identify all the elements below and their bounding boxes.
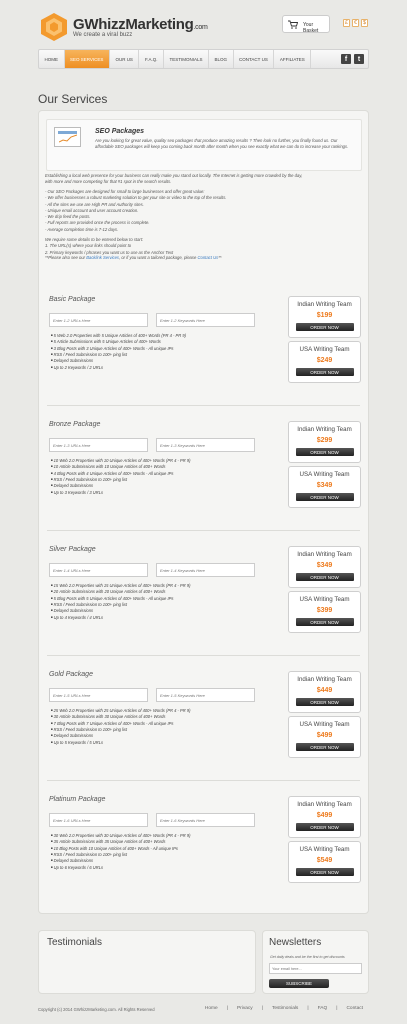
feature-item: ■ Delayed Submissions <box>51 608 191 614</box>
team-label: Indian Writing Team <box>297 801 352 808</box>
divider <box>47 405 360 406</box>
indian-team-price-box <box>288 796 361 838</box>
keywords-input[interactable] <box>156 813 255 827</box>
package-title: Platinum Package <box>49 796 106 803</box>
team-label: USA Writing Team <box>299 846 350 853</box>
seo-intro-box <box>46 119 362 171</box>
footer-separator: | <box>336 1006 338 1011</box>
testimonials-panel <box>38 930 256 994</box>
price: $299 <box>316 437 333 444</box>
feature-item: ■ 5 Blog Posts with 5 Unique Articles of 400+ Words - All unique IPs <box>51 596 191 602</box>
feature-item: ■ 3 Blog Posts with 3 Unique Articles of 400+ Words - All unique IPs <box>51 346 186 352</box>
package-features <box>51 458 191 496</box>
feature-item: ■ 35 Article Submissions with 35 Unique Articles of 400+ Words <box>51 839 191 845</box>
newsletter-title: Newsletters <box>269 937 322 948</box>
main-nav <box>38 49 369 69</box>
feature-item: ■ 5 Article Submissions with 5 Unique Articles of 400+ Words <box>51 339 186 345</box>
footer-separator: | <box>226 1006 228 1011</box>
divider <box>47 780 360 781</box>
features-overview: - Our SEO Packages are designed for small to large businesses and offer great value: - We offer businesses a robust marketing solution to get your site or video to the top of the results. - All the sites we use are High PR and Authority sites. - Unique email account and user account creation. - We drip feed the posts. - Full reports are provided once the process is complete. - Average completion time is 7-12 days. <box>45 189 227 232</box>
feature-item: ■ Delayed Submissions <box>51 483 191 489</box>
package-silver <box>39 546 370 664</box>
team-label: Indian Writing Team <box>297 676 352 683</box>
feature-item: ■ 5 Web 2.0 Properties with 5 Unique Articles of 400+ Words (PR 4 - PR 9) <box>51 333 186 339</box>
package-platinum <box>39 796 370 914</box>
feature-item: ■ 10 Article Submissions with 10 Unique Articles of 400+ Words <box>51 464 191 470</box>
nav-blog[interactable]: BLOG <box>209 50 234 68</box>
cart-icon <box>288 20 298 29</box>
keywords-input[interactable] <box>156 438 255 452</box>
facebook-icon[interactable]: f <box>341 54 351 64</box>
divider <box>47 530 360 531</box>
feature-item: ■ Up to 6 Keywords / 6 URLs <box>51 865 191 871</box>
team-label: USA Writing Team <box>299 721 350 728</box>
feature-item: ■ 15 Web 2.0 Properties with 15 Unique Articles of 400+ Words (PR 4 - PR 9) <box>51 583 191 589</box>
team-label: USA Writing Team <box>299 471 350 478</box>
feature-item: ■ 10 Web 2.0 Properties with 10 Unique Articles of 400+ Words (PR 4 - PR 9) <box>51 458 191 464</box>
price: $499 <box>316 812 333 819</box>
url-input[interactable] <box>49 688 148 702</box>
order-now-button[interactable]: ORDER NOW <box>296 368 354 376</box>
team-label: Indian Writing Team <box>297 301 352 308</box>
price: $549 <box>316 857 333 864</box>
feature-item: ■ Up to 2 Keywords / 2 URLs <box>51 365 186 371</box>
usa-team-price-box <box>288 716 361 758</box>
seo-packages-image <box>54 127 81 147</box>
divider <box>47 655 360 656</box>
price: $349 <box>316 482 333 489</box>
url-input[interactable] <box>49 438 148 452</box>
seo-packages-description: Are you looking for great value, quality seo packages that produce amazing results ? Then look no further, you finally found us. Our affordable SEO packages will keep you coming back month after month when you see exactly what we can do to increase your rankings. <box>95 138 349 150</box>
footer-separator: | <box>261 1006 263 1011</box>
package-features <box>51 833 191 871</box>
currency-gbp[interactable]: £ <box>343 19 350 27</box>
feature-item: ■ RSS / Feed Submission to 100+ ping list <box>51 852 191 858</box>
package-features <box>51 708 191 746</box>
feature-item: ■ 25 Web 2.0 Properties with 25 Unique Articles of 400+ Words (PR 4 - PR 9) <box>51 708 191 714</box>
keywords-input[interactable] <box>156 563 255 577</box>
basket-label: Your Basket <box>303 22 319 34</box>
services-panel <box>38 110 369 914</box>
feature-item: ■ 30 Web 2.0 Properties with 30 Unique Articles of 400+ Words (PR 4 - PR 9) <box>51 833 191 839</box>
feature-item: ■ Delayed Submissions <box>51 733 191 739</box>
currency-switcher <box>343 19 368 27</box>
seo-packages-title: SEO Packages <box>95 128 145 135</box>
backlink-services-link[interactable]: Backlink Services <box>86 255 120 260</box>
nav-affiliates[interactable]: AFFILIATES <box>274 50 311 68</box>
team-label: USA Writing Team <box>299 596 350 603</box>
package-title: Bronze Package <box>49 421 101 428</box>
package-title: Silver Package <box>49 546 96 553</box>
order-now-button[interactable]: ORDER NOW <box>296 493 354 501</box>
team-label: Indian Writing Team <box>297 426 352 433</box>
nav-seo-services[interactable]: SEO SERVICES <box>65 50 110 68</box>
footer-link-contact[interactable]: Contact <box>346 1006 363 1011</box>
copyright: Copyright (c) 2014 GWhizzMarketing.com. All Rights Reserved <box>38 1007 155 1012</box>
feature-item: ■ 4 Blog Posts with 4 Unique Articles of 400+ Words - All unique IPs <box>51 471 191 477</box>
footer-link-testimonials[interactable]: Testimonials <box>271 1006 299 1011</box>
currency-usd[interactable]: $ <box>361 19 368 27</box>
logo-icon[interactable] <box>40 12 68 42</box>
feature-item: ■ RSS / Feed Submission to 100+ ping list <box>51 477 191 483</box>
url-input[interactable] <box>49 813 148 827</box>
feature-item: ■ RSS / Feed Submission to 100+ ping list <box>51 602 191 608</box>
keywords-input[interactable] <box>156 688 255 702</box>
package-basic <box>39 296 370 414</box>
feature-item: ■ Up to 4 Keywords / 4 URLs <box>51 615 191 621</box>
keywords-input[interactable] <box>156 313 255 327</box>
price: $399 <box>316 607 333 614</box>
order-now-button[interactable]: ORDER NOW <box>296 868 354 876</box>
order-now-button[interactable]: ORDER NOW <box>296 743 354 751</box>
feature-item: ■ Up to 5 Keywords / 5 URLs <box>51 740 191 746</box>
subscribe-button[interactable]: SUBSCRIBE <box>269 979 329 988</box>
twitter-icon[interactable]: t <box>354 54 364 64</box>
footer-link-home[interactable]: Home <box>204 1006 218 1011</box>
testimonials-title: Testimonials <box>47 937 103 948</box>
feature-item: ■ RSS / Feed Submission to 100+ ping list <box>51 727 191 733</box>
basket-button[interactable] <box>282 15 330 33</box>
brand-name[interactable]: GWhizzMarketing.com <box>73 16 208 33</box>
requirements-text: We require some details to be entered below to start: 1. The URL(s) where your links should point to 2. Primary keywords / phrases you want us to use as the Anchor Text <box>45 237 174 255</box>
feature-item: ■ 10 Blog Posts with 10 Unique Articles of 400+ Words - All unique IPs <box>51 846 191 852</box>
package-features <box>51 583 191 621</box>
order-now-button[interactable]: ORDER NOW <box>296 698 354 706</box>
email-field[interactable] <box>269 963 362 974</box>
nav-contact-us[interactable]: CONTACT US <box>234 50 275 68</box>
price: $499 <box>316 732 333 739</box>
price: $249 <box>316 357 333 364</box>
currency-eur[interactable]: € <box>352 19 359 27</box>
brand-tagline: We create a viral buzz <box>73 32 133 38</box>
nav-our-us[interactable]: OUR US <box>110 50 140 68</box>
feature-item: ■ 7 Blog Posts with 7 Unique Articles of 400+ Words - All unique IPs <box>51 721 191 727</box>
feature-item: ■ 30 Article Submissions with 30 Unique Articles of 400+ Words <box>51 714 191 720</box>
indian-team-price-box <box>288 421 361 463</box>
social-links <box>341 50 368 68</box>
usa-team-price-box <box>288 466 361 508</box>
order-now-button[interactable]: ORDER NOW <box>296 618 354 626</box>
url-input[interactable] <box>49 563 148 577</box>
indian-team-price-box <box>288 671 361 713</box>
site-header <box>38 8 369 42</box>
nav-testimonials[interactable]: TESTIMONIALS <box>164 50 209 68</box>
feature-item: ■ Delayed Submissions <box>51 858 191 864</box>
order-now-button[interactable]: ORDER NOW <box>296 323 354 331</box>
newsletter-panel <box>262 930 369 994</box>
footer-link-privacy[interactable]: Privacy <box>236 1006 253 1011</box>
order-now-button[interactable]: ORDER NOW <box>296 448 354 456</box>
price: $449 <box>316 687 333 694</box>
package-bronze <box>39 421 370 539</box>
order-now-button[interactable]: ORDER NOW <box>296 823 354 831</box>
intro-paragraph: Establishing a local web presence for your business can really make you stand out locally. The Internet is getting more crowded by the day, with more and more competing for that #1 spot in the search results. <box>45 173 303 185</box>
package-features <box>51 333 186 371</box>
usa-team-price-box <box>288 841 361 883</box>
site-footer <box>38 1005 369 1015</box>
nav-home[interactable]: HOME <box>39 50 65 68</box>
nav-faq[interactable]: F.A.Q. <box>139 50 164 68</box>
price: $349 <box>316 562 333 569</box>
footer-link-faq[interactable]: FAQ <box>317 1006 328 1011</box>
page-title: Our Services <box>38 92 108 106</box>
footer-links <box>205 1006 363 1011</box>
indian-team-price-box <box>288 296 361 338</box>
feature-item: ■ Up to 3 Keywords / 3 URLs <box>51 490 191 496</box>
feature-item: ■ RSS / Feed Submission to 100+ ping list <box>51 352 186 358</box>
feature-item: ■ 20 Article Submissions with 20 Unique Articles of 400+ Words <box>51 589 191 595</box>
url-input[interactable] <box>49 313 148 327</box>
contact-us-link[interactable]: Contact Us <box>197 255 219 260</box>
package-gold <box>39 671 370 789</box>
indian-team-price-box <box>288 546 361 588</box>
team-label: Indian Writing Team <box>297 551 352 558</box>
package-title: Basic Package <box>49 296 96 303</box>
order-now-button[interactable]: ORDER NOW <box>296 573 354 581</box>
package-title: Gold Package <box>49 671 93 678</box>
team-label: USA Writing Team <box>299 346 350 353</box>
usa-team-price-box <box>288 591 361 633</box>
feature-item: ■ Delayed Submissions <box>51 358 186 364</box>
newsletter-description: Get daily deals and be the first to get discounts <box>270 955 345 959</box>
price: $199 <box>316 312 333 319</box>
usa-team-price-box <box>288 341 361 383</box>
services-note: **Please also see our Backlink Services, or if you want a tailored package, please Contact Us** <box>45 255 222 260</box>
footer-separator: | <box>307 1006 309 1011</box>
